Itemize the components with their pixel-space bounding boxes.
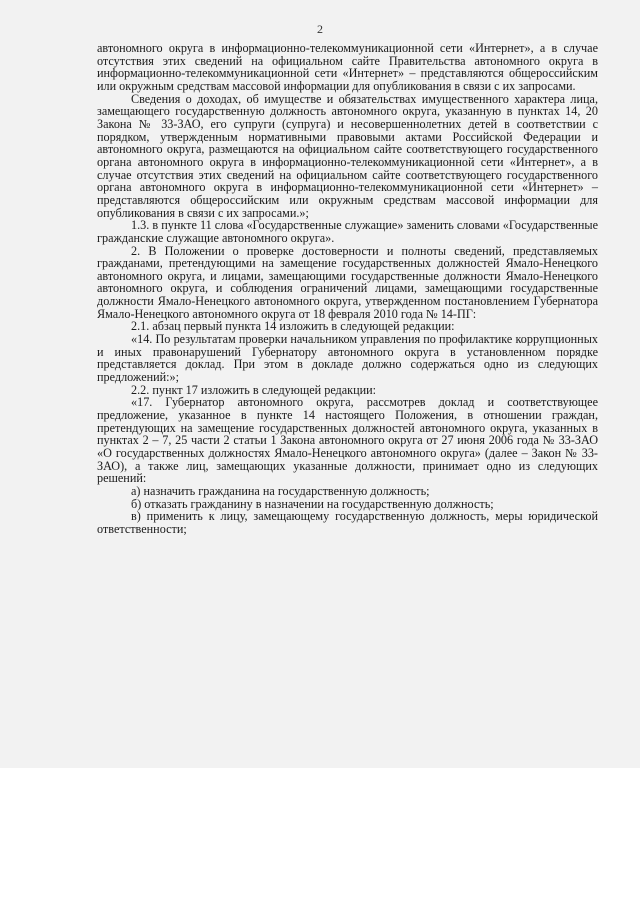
paragraph-continuation: автономного округа в информационно-телекоммуникационной сети «Интернет», а в случае отсутствия этих сведений на официальном сайте Правительства автономного округа в информационно-телекоммуникационной сети «Интернет» – представляются общероссийским или окружным средствам массовой информации для опубликования в связи с их запросами. (97, 41, 598, 93)
paragraph-income-info: Сведения о доходах, об имуществе и обязательствах имущественного характера лица, замещающего государственную должность автономного округа, указанную в пунктах 14, 20 Закона № 33-ЗАО, его супруги (супруга) и несовершеннолетних детей в соответствии с порядком, утвержденным нормативными правовыми актами Российской Федерации и автономного округа, размещаются на официальном сайте соответствующего государственного органа автономного округа в информационно-телекоммуникационной сети «Интернет», а в случае отсутствия этих сведений на официальном сайте соответствующего государственного органа автономного округа в информационно-телекоммуникационной сети «Интернет» – представляются общероссийским или окружным средствам массовой информации для опубликования в связи с их запросами.»; (97, 91, 598, 220)
paragraph-item-2: 2. В Положении о проверке достоверности и полноты сведений, представляемых гражданами, претендующими на замещение государственных должностей Ямало-Ненецкого автономного округа, и лицами, замещающими государственные должности Ямало-Ненецкого автономного округа, и соблюдения ограничений лицами, замещающими государственные должности Ямало-Ненецкого автономного округа, утвержденном постановлением Губернатора Ямало-Ненецкого автономного округа от 18 февраля 2010 года № 14-ПГ: (97, 243, 598, 321)
document-body (97, 42, 598, 536)
paragraph-item-2-1: 2.1. абзац первый пункта 14 изложить в следующей редакции: (131, 319, 455, 334)
paragraph-clause-17: «17. Губернатор автономного округа, рассмотрев доклад и соответствующее предложение, указанное в пункте 14 настоящего Положения, в отношении граждан, претендующих на замещение государственных должностей автономного округа, указанных в пунктах 2 – 7, 25 части 2 статьи 1 Закона автономного округа от 27 июня 2006 года № 33-ЗАО «О государственных должностях Ямало-Ненецкого автономного округа» (далее – Закон № 33-ЗАО), а также лиц, замещающих указанные должности, принимает одно из следующих решений: (97, 395, 598, 486)
blank-area (0, 768, 640, 905)
list-item-b: б) отказать гражданину в назначении на государственную должность; (131, 496, 494, 511)
paragraph-item-1-3: 1.3. в пункте 11 слова «Государственные служащие» заменить словами «Государственные гражданские служащие автономного округа». (97, 218, 598, 245)
list-item-c: в) применить к лицу, замещающему государственную должность, меры юридической ответственности; (97, 509, 598, 536)
list-item-a: а) назначить гражданина на государственную должность; (131, 483, 430, 498)
paragraph-clause-14: «14. По результатам проверки начальником управления по профилактике коррупционных и иных правонарушений Губернатору автономного округа в установленном порядке представляется доклад. При этом в докладе должно содержаться одно из следующих предложений:»; (97, 332, 598, 385)
page-number: 2 (317, 22, 323, 36)
paragraph-item-2-2: 2.2. пункт 17 изложить в следующей редакции: (131, 382, 377, 397)
